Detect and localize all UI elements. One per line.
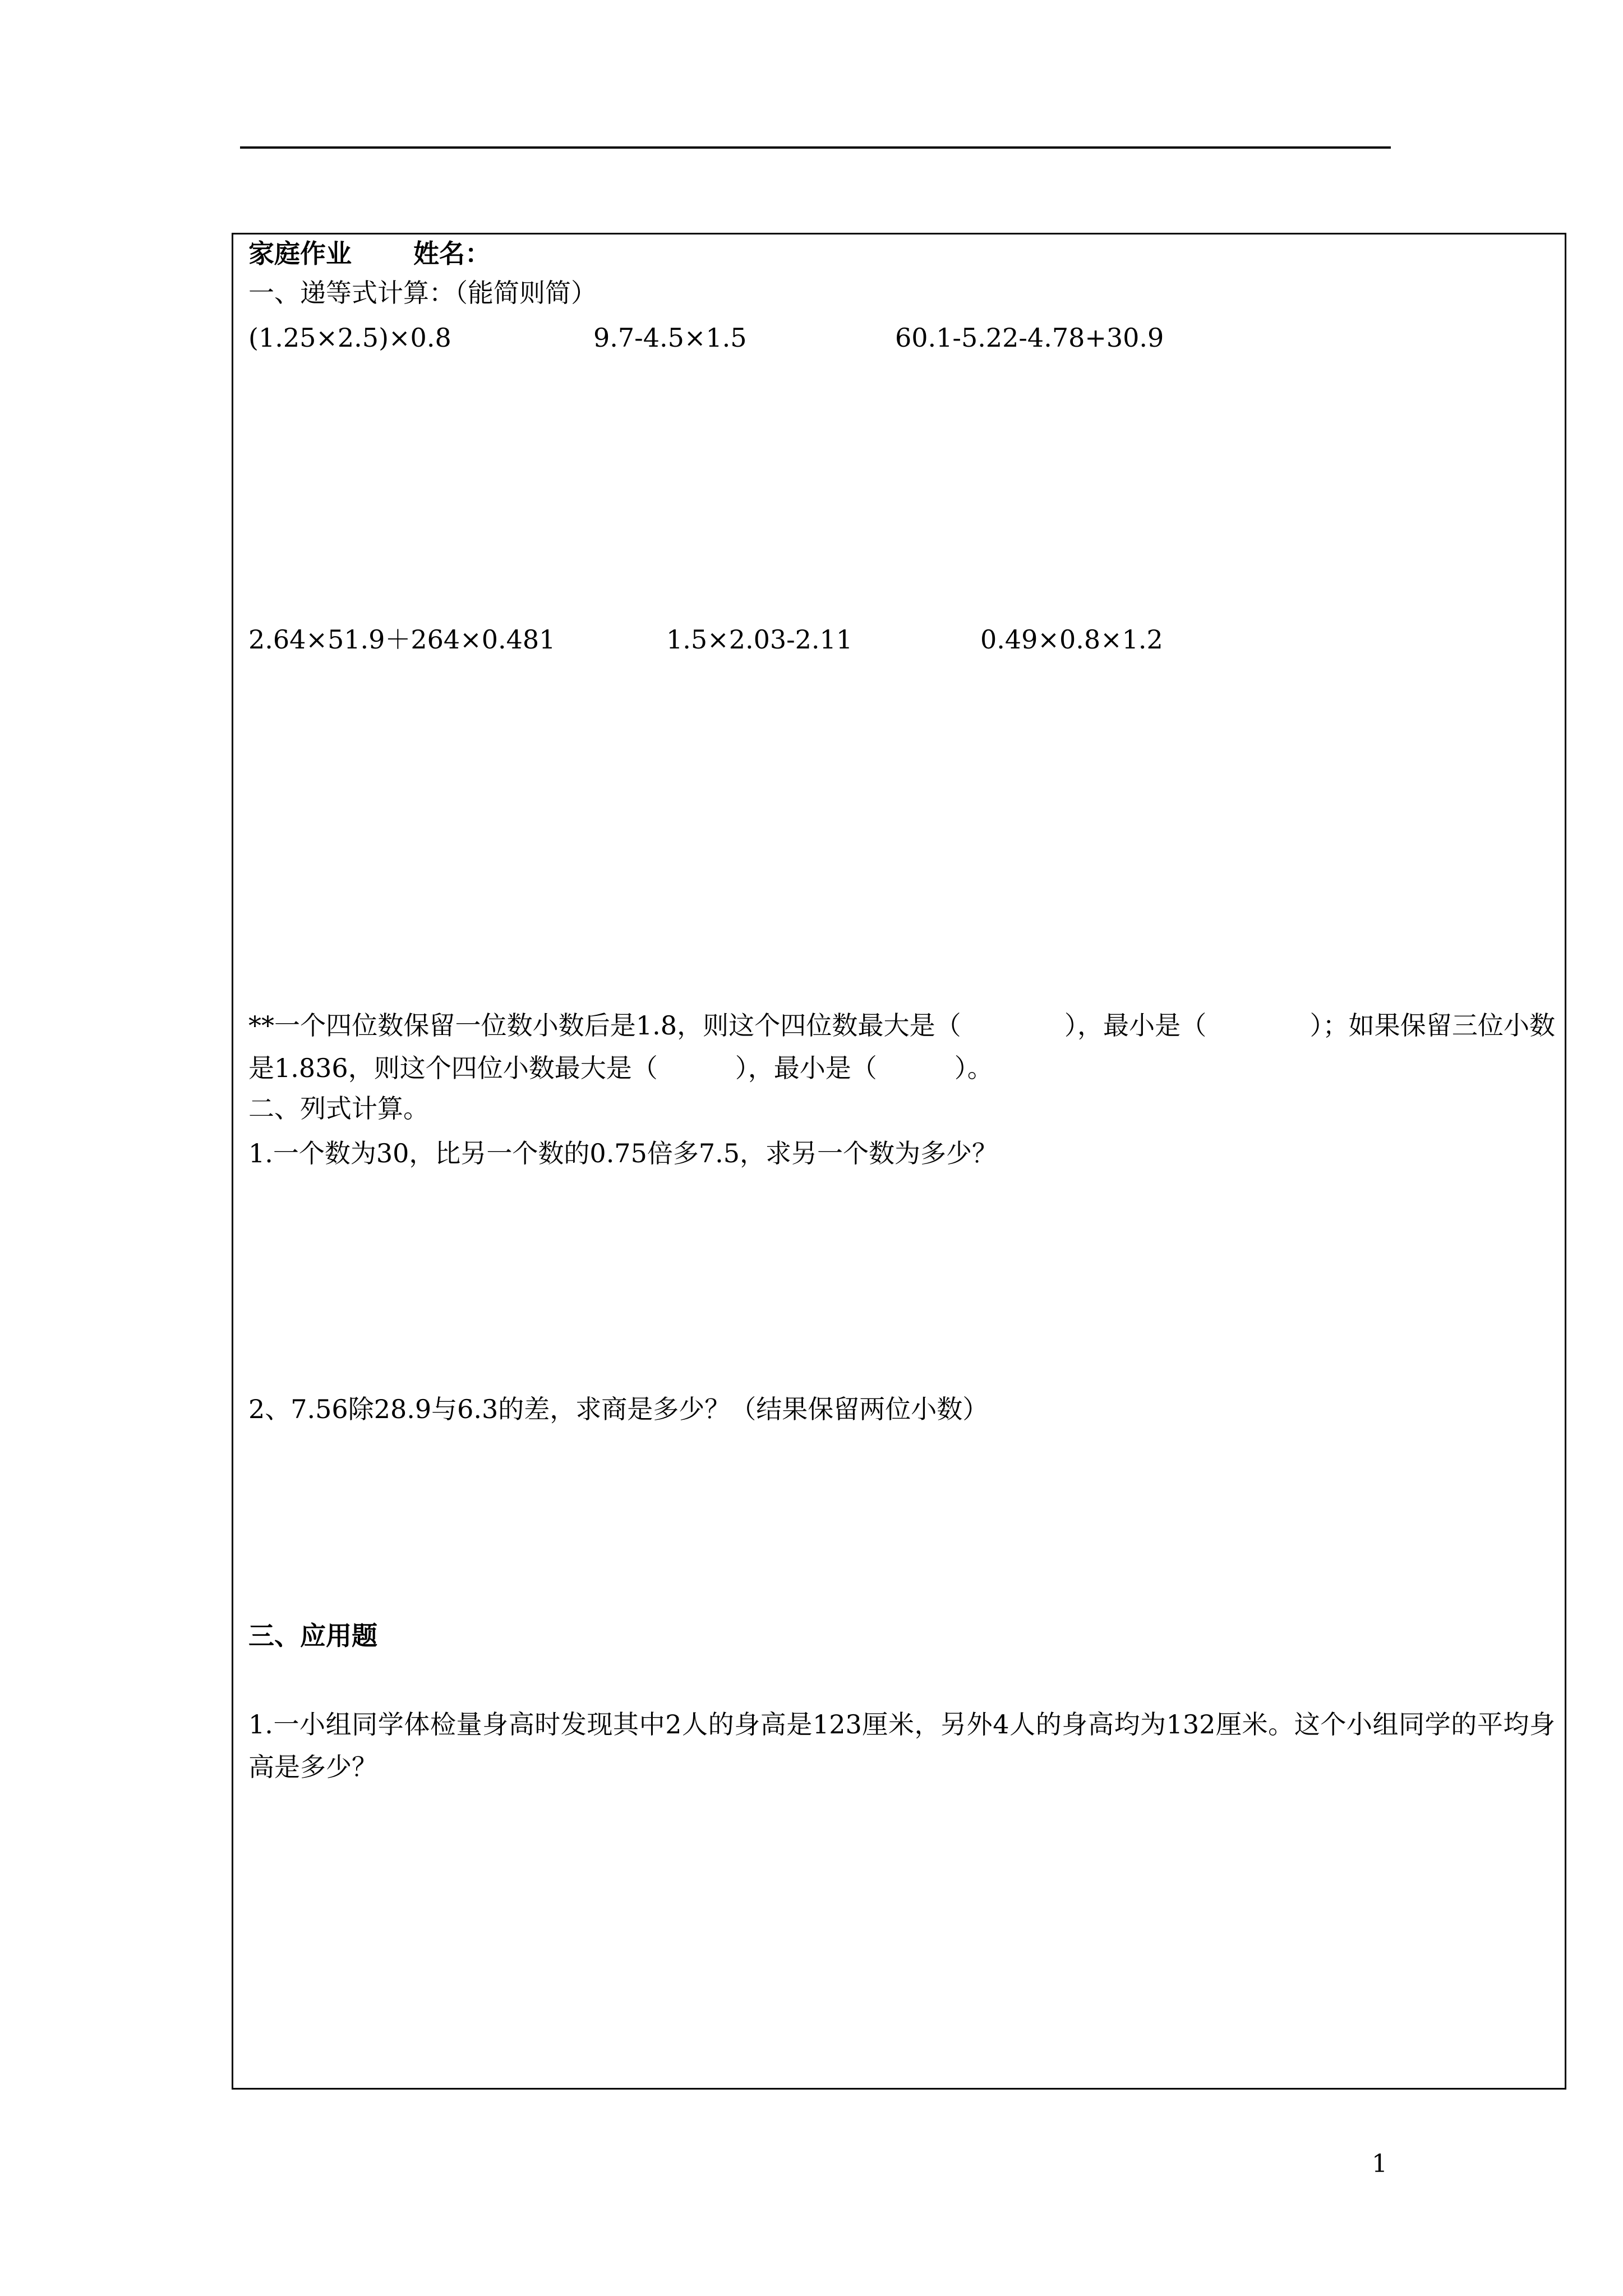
worksheet-header	[248, 237, 491, 270]
header-rule	[240, 146, 1391, 149]
section2-heading: 二、列式计算。	[248, 1093, 429, 1124]
section1-heading: 一、递等式计算：（能简则简）	[248, 278, 597, 308]
section2-question-2: 2、7.56除28.9与6.3的差，求商是多少？（结果保留两位小数）	[248, 1394, 989, 1424]
section3-heading: 三、应用题	[248, 1621, 377, 1651]
expression-3: 60.1-5.22-4.78+30.9	[895, 323, 1164, 353]
section3-question-1: 1.一小组同学体检量身高时发现其中2人的身高是123厘米，另外4人的身高均为132厘米。这个小组同学的平均身高是多少？	[248, 1709, 1555, 1782]
rounding-question: **一个四位数保留一位数小数后是1.8，则这个四位数最大是（ ），最小是（ ）；如果保留三位小数是1.836，则这个四位小数最大是（ ），最小是（ ）。	[248, 1010, 1555, 1083]
name-label: 姓名：	[413, 238, 491, 269]
expression-5: 1.5×2.03-2.11	[666, 624, 853, 655]
expression-1: (1.25×2.5)×0.8	[248, 323, 451, 353]
page-number: 1	[1372, 2150, 1387, 2178]
worksheet-title: 家庭作业	[248, 238, 352, 269]
expression-6: 0.49×0.8×1.2	[980, 624, 1163, 655]
section2-question-1: 1.一个数为30，比另一个数的0.75倍多7.5，求另一个数为多少？	[248, 1138, 998, 1168]
expression-4: 2.64×51.9＋264×0.481	[248, 624, 556, 655]
expression-2: 9.7-4.5×1.5	[593, 323, 747, 353]
